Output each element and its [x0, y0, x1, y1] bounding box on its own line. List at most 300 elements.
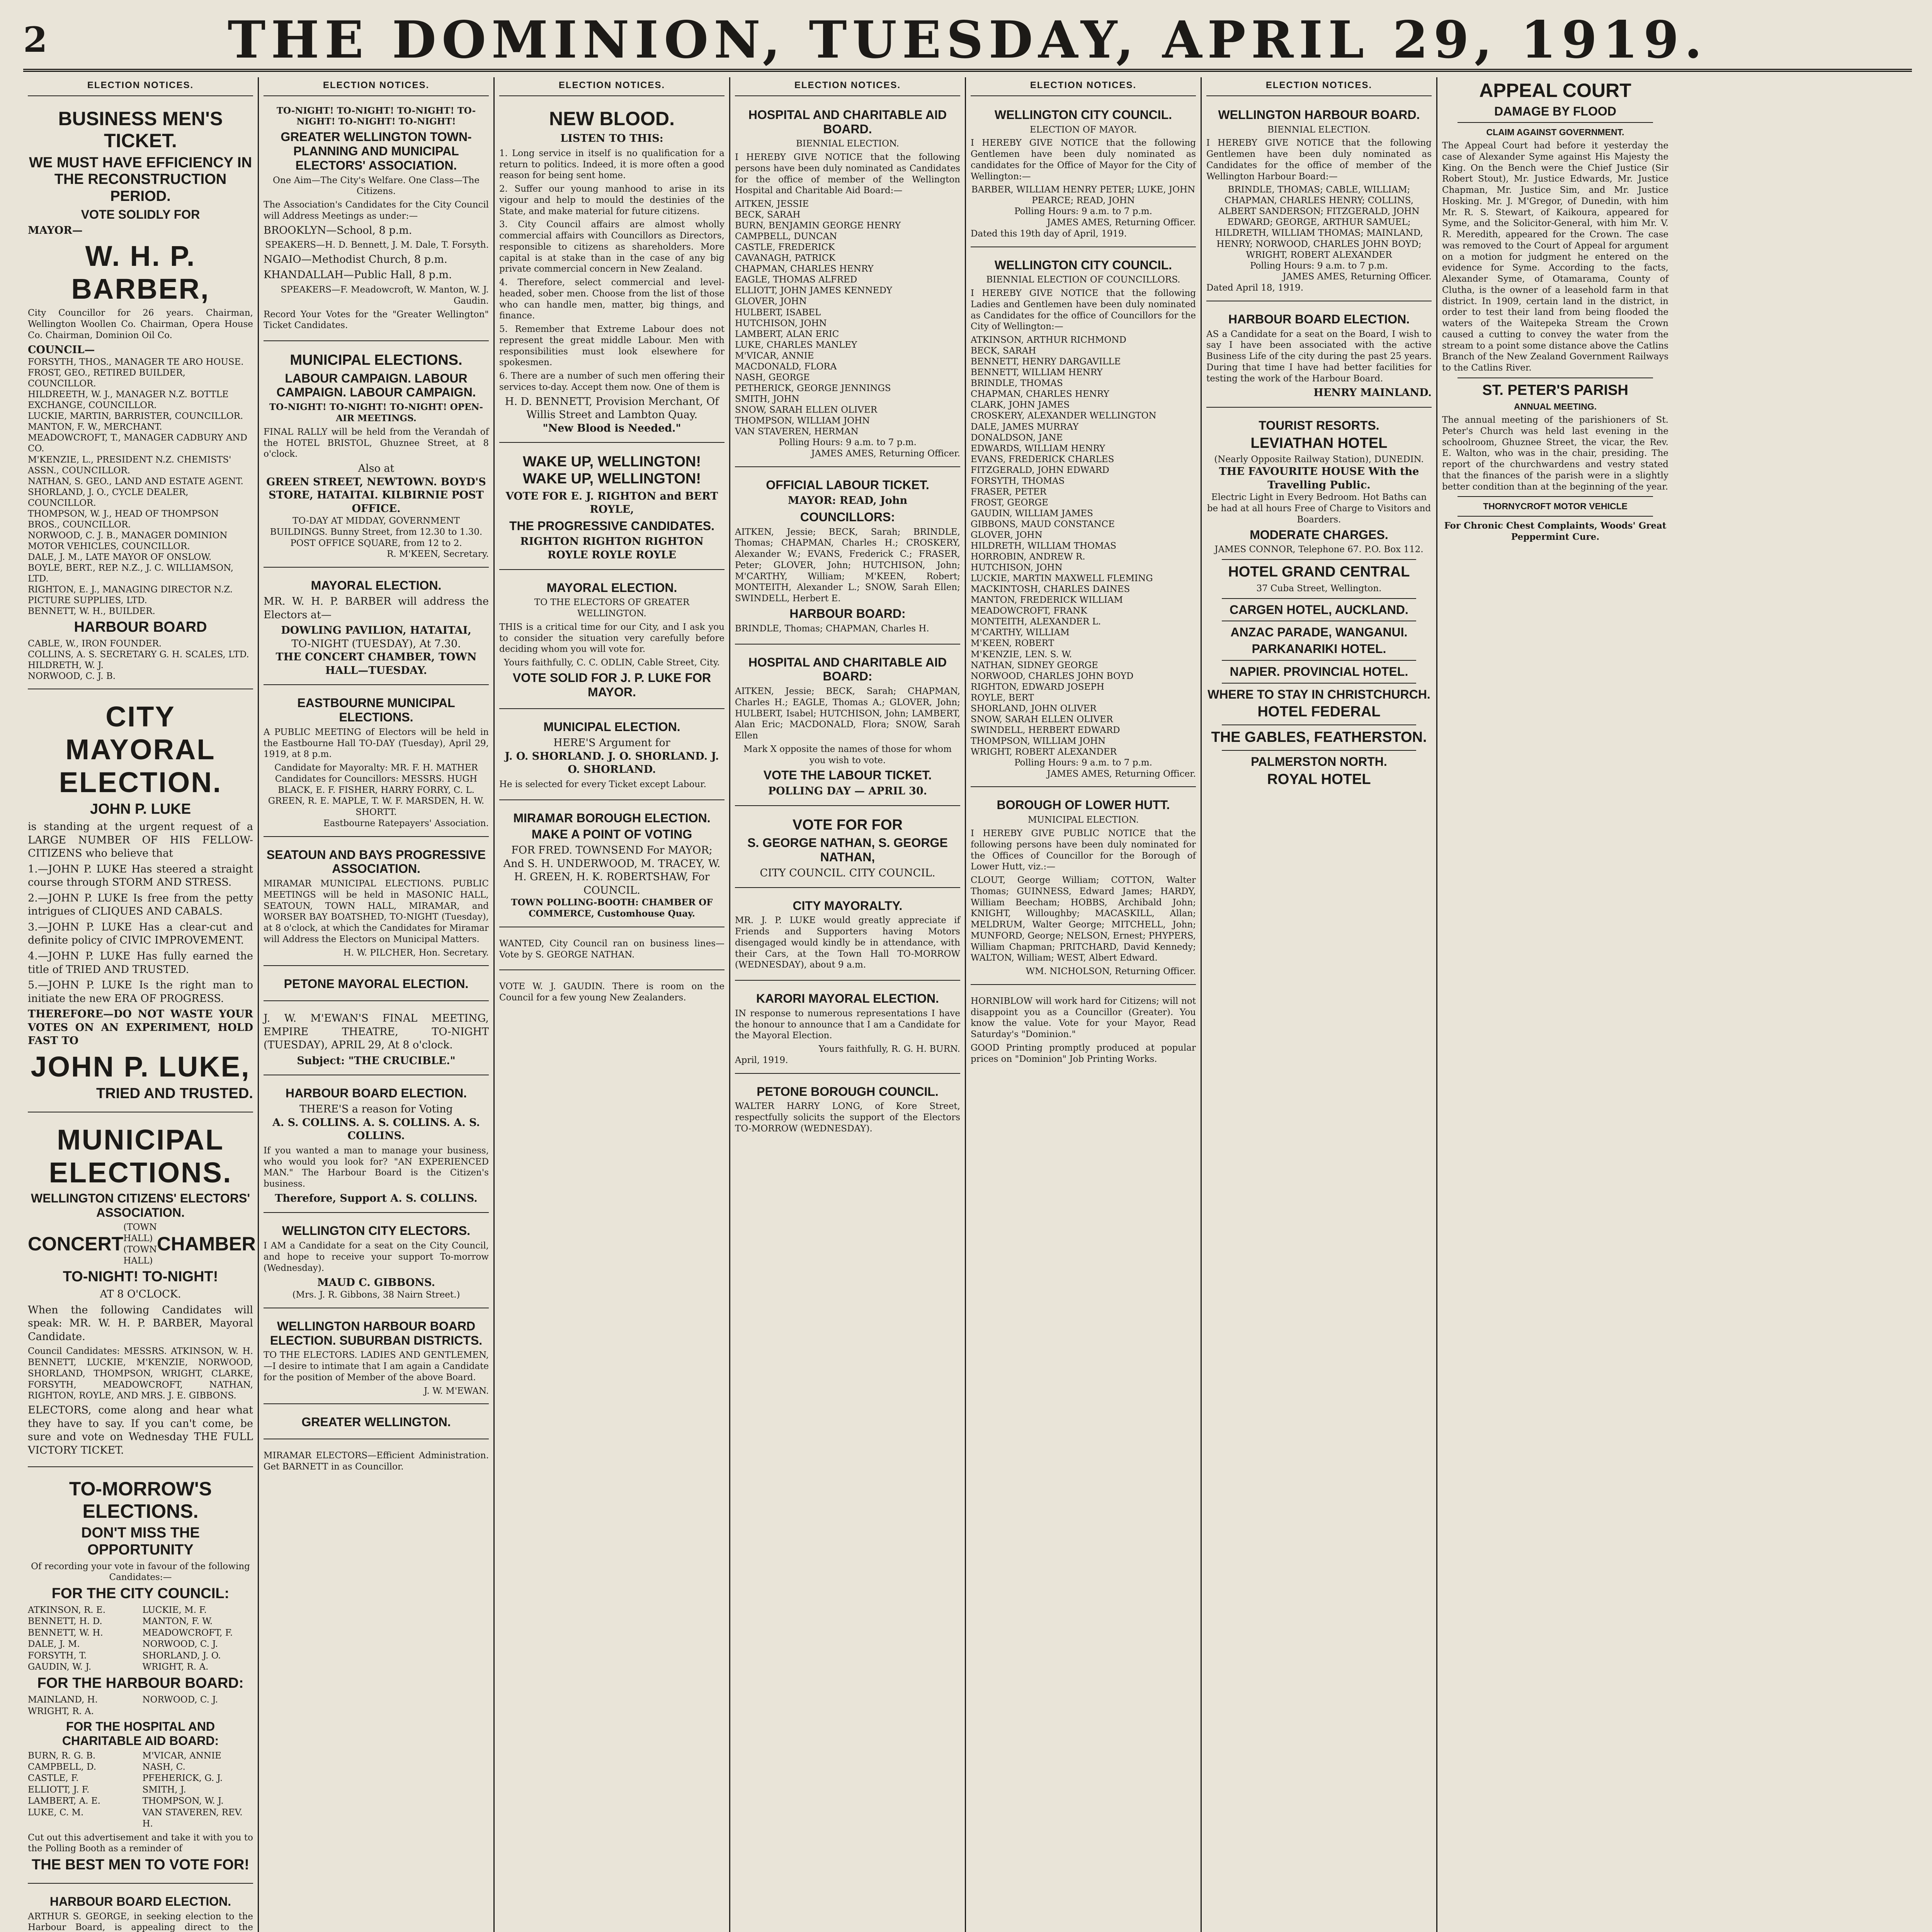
association-name: WELLINGTON CITIZENS' ELECTORS' ASSOCIATION. [31, 1191, 250, 1219]
signed: HENRY MAINLAND. [1313, 387, 1432, 399]
christchurch-title: WHERE TO STAY IN CHRISTCHURCH. [1208, 687, 1430, 701]
list-item: FROST, GEORGE [971, 497, 1048, 508]
notice-subtitle: MUNICIPAL ELECTION. [1027, 815, 1139, 825]
ad-title: NEW BLOOD. [549, 107, 675, 129]
mewan-ad [264, 1006, 489, 1075]
also: Also at [358, 463, 395, 475]
ad-title: TO-MORROW'S ELECTIONS. [69, 1478, 212, 1522]
list-item: SNOW, SARAH ELLEN OLIVER [735, 405, 878, 415]
ad-text: MIRAMAR ELECTORS—Efficient Administration. Get BARNETT in as Councillor. [264, 1451, 489, 1472]
labour-line: LABOUR CAMPAIGN. LABOUR CAMPAIGN. LABOUR CAMPAIGN. [276, 371, 476, 400]
ad-title: MUNICIPAL ELECTIONS. [49, 1123, 232, 1189]
leviathan-title: LEVIATHAN HOTEL [1250, 435, 1388, 451]
ad-title: HARBOUR BOARD ELECTION. [1228, 312, 1410, 326]
mayoralty-ad [735, 893, 960, 981]
names: A. S. COLLINS. A. S. COLLINS. A. S. COLLINS. [272, 1116, 480, 1142]
list-item: NORWOOD, C. J. B., MANAGER DOMINION MOTOR VEHICLES, COUNCILLOR. [28, 530, 228, 551]
list-item: DALE, JAMES MURRAY [971, 422, 1079, 432]
st-peters-text: The annual meeting of the parishioners of St. Peter's Church was held last evening in the schoolroom, Ghuznee Street, the vicar, the Rev. E. Walton, who was in the chair, presiding. The report of the churchwardens and vestry stated that the finances of the parish were in a slightly better condition than at the beginning of the year. [1442, 415, 1668, 492]
mayor-details: City Councillor for 26 years. Chairman, Wellington Woollen Co. Chairman, Opera House Co. Chairman, Dominion Oil Co. [28, 308, 253, 340]
ad-subtitle: DON'T MISS THE OPPORTUNITY [81, 1525, 200, 1558]
point-6: 6. There are a number of such men offering their services to-day. Accept them now. One of them is [499, 371, 724, 392]
signed: JAMES AMES, Returning Officer. [1047, 769, 1196, 779]
list-item: NORWOOD, CHARLES JOHN BOYD [971, 671, 1134, 681]
divider [1458, 516, 1653, 517]
subject: Subject: "THE CRUCIBLE." [297, 1054, 456, 1067]
divider [1222, 724, 1416, 725]
list-item: EAGLE, THOMAS ALFRED [735, 275, 857, 285]
harbour-collins-ad [264, 1080, 489, 1213]
list-item: MANTON, FREDERICK WILLIAM [971, 595, 1123, 605]
candidate-names: BRINDLE, THOMAS; CABLE, WILLIAM; CHAPMAN, CHARLES HENRY; COLLINS, ALBERT SANDERSON; FITZGERALD, JOHN EDWARD; GEORGE, ARTHUR SAMUEL; HILDRETH, WILLIAM THOMAS; MAINLAND, HENRY; NORWOOD, CHARLES JOHN BOYD; WRIGHT, ROBERT ALEXANDER [1215, 185, 1423, 260]
tonight-line: TO-NIGHT! TO-NIGHT! TO-NIGHT! OPEN-AIR MEETINGS. [269, 402, 483, 424]
ad-title: MAYORAL ELECTION. [546, 580, 677, 595]
section-title: TOURIST RESORTS. [1259, 418, 1379, 432]
tonight-line: TO-NIGHT! TO-NIGHT! TO-NIGHT! TO-NIGHT! TO-NIGHT! TO-NIGHT! [276, 105, 476, 127]
list-item: CABLE, W., IRON FOUNDER. [28, 638, 162, 649]
notice-title: WELLINGTON CITY COUNCIL. [994, 107, 1172, 122]
speakers: When the following Candidates will speak: MR. W. H. P. BARBER, Mayoral Candidate. [28, 1304, 253, 1343]
ad-text: IN response to numerous representations I have the honour to announce that I am a Candidate for the Mayoral Election. [735, 1008, 960, 1041]
list-item: RIGHTON, E. J., MANAGING DIRECTOR N.Z. PICTURE SUPPLIES, LTD. [28, 585, 233, 606]
list-item: VAN STAVEREN, HERMAN [735, 427, 859, 437]
column-header: ELECTION NOTICES. [1206, 77, 1432, 96]
list-item: HILDRETH, W. J. [28, 660, 104, 671]
list-item: FITZGERALD, JOHN EDWARD [971, 465, 1109, 475]
petone-ad [264, 971, 489, 1001]
list-item: GAUDIN, WILLIAM JAMES [971, 508, 1093, 519]
features: Electric Light in Every Bedroom. Hot Baths can be had at all hours Free of Charge to Visitors and Boarders. [1207, 492, 1431, 525]
list-item: MACKINTOSH, CHARLES DAINES [971, 584, 1130, 595]
list-item: EDWARDS, WILLIAM HENRY [971, 443, 1105, 454]
places: GREEN STREET, NEWTOWN. BOYD'S STORE, HATAITAI. KILBIRNIE POST OFFICE. [266, 476, 486, 515]
list-item: LUKE, CHARLES MANLEY [735, 340, 857, 350]
ad-text: I AM a Candidate for a seat on the City Council, and hope to receive your support To-morrow (Wednesday). [264, 1241, 489, 1273]
list-item: CHAPMAN, CHARLES HENRY [971, 389, 1109, 400]
ad-aim: One Aim—The City's Welfare. One Class—The Citizens. [273, 175, 480, 197]
ad-title: MAYORAL ELECTION. [311, 578, 442, 593]
list-item: BURN, R. G. B. [28, 1750, 96, 1761]
ad-text: ARTHUR S. GEORGE, in seeking election to the Harbour Board, is appealing direct to the [28, 1911, 253, 1932]
ad-title: PETONE MAYORAL ELECTION. [284, 977, 469, 991]
harbour-george-ad [28, 1888, 253, 1932]
harbour-label: HARBOUR BOARD [74, 619, 207, 636]
gibbons-ad [264, 1218, 489, 1308]
parkanariki-title: PARKANARIKI HOTEL. [1252, 642, 1386, 656]
mainland-ad [1206, 306, 1432, 408]
meeting-1: BROOKLYN—School, 8 p.m. [264, 224, 412, 236]
list-item: MEADOWCROFT, FRANK [971, 606, 1087, 616]
list-item: BECK, SARAH [971, 346, 1036, 356]
greater-wellington-ad [264, 102, 489, 341]
meeting-5: SPEAKERS—F. Meadowcroft, W. Manton, W. J. Gaudin. [281, 285, 489, 306]
anzac-title: ANZAC PARADE, WANGANUI. [1230, 625, 1408, 639]
ad-text: THERE'S a reason for Voting [299, 1103, 453, 1116]
ad-text: J. W. M'EWAN'S FINAL MEETING, EMPIRE THEATRE, TO-NIGHT (TUESDAY), APRIL 29, At 8 o'clock. [264, 1012, 489, 1051]
ad-title: CITY MAYORALTY. [793, 898, 903, 913]
list-item: MACDONALD, FLORA [735, 361, 837, 372]
list-item: BRINDLE, THOMAS [971, 378, 1063, 389]
notice-title: BOROUGH OF LOWER HUTT. [997, 798, 1170, 812]
repeat: RIGHTON RIGHTON RIGHTON ROYLE ROYLE ROYLE [520, 536, 704, 561]
column-4 [730, 77, 966, 1932]
best-men: THE BEST MEN TO VOTE FOR! [32, 1857, 249, 1873]
candidate-list [971, 335, 1196, 757]
list-item: BOYLE, BERT., REP. N.Z., J. C. WILLIAMSON, LTD. [28, 563, 234, 584]
meeting-time: AT 8 O'CLOCK. [100, 1288, 181, 1301]
list-item: HILDRETH, WILLIAM THOMAS [971, 541, 1116, 551]
list-item: BURN, BENJAMIN GEORGE HENRY [735, 221, 901, 231]
signed: H. W. PILCHER, Hon. Secretary. [343, 947, 489, 958]
list-item: COLLINS, A. S. SECRETARY G. H. SCALES, LTD. [28, 649, 249, 660]
notice-title: WELLINGTON HARBOUR BOARD. [1218, 107, 1420, 122]
signed: J. W. M'EWAN. [423, 1386, 489, 1396]
notice-subtitle: ELECTION OF MAYOR. [1029, 124, 1137, 135]
list-item: ATKINSON, R. E. [28, 1605, 106, 1615]
divider [1458, 496, 1653, 497]
newspaper-title: THE DOMINION, TUESDAY, APRIL 29, 1919. [228, 10, 1708, 70]
favourite: THE FAVOURITE HOUSE With the Travelling Public. [1219, 466, 1419, 491]
list-item: BENNETT, W. H., BUILDER. [28, 606, 155, 617]
list-item: ATKINSON, ARTHUR RICHMOND [971, 335, 1126, 345]
council-list [28, 357, 253, 617]
ad-title: WELLINGTON CITY ELECTORS. [282, 1224, 471, 1238]
list-item: FORSYTH, THOS., MANAGER TE ARO HOUSE. [28, 357, 244, 367]
list-item: SHORLAND, J. O. [142, 1650, 221, 1661]
list-item: FROST, GEO., RETIRED BUILDER, COUNCILLOR. [28, 368, 185, 389]
harbour-board-notice [1206, 102, 1432, 301]
ad-record: Record Your Votes for the "Greater Wellington" Ticket Candidates. [264, 309, 489, 331]
ad-title: HARBOUR BOARD ELECTION. [49, 1894, 231, 1908]
list-item: HUTCHISON, JOHN [971, 563, 1063, 573]
masthead [23, 11, 1912, 72]
ad-text: A PUBLIC MEETING of Electors will be held in the Eastbourne Hall TO-DAY (Tuesday), April 29, 1919, at 8 p.m. [264, 727, 489, 760]
support: Therefore, Support A. S. COLLINS. [275, 1192, 478, 1204]
list-item: HORROBIN, ANDREW R. [971, 552, 1085, 562]
ticket-title: OFFICIAL LABOUR TICKET. [766, 478, 929, 492]
list-item: CHAPMAN, CHARLES HENRY [735, 264, 874, 274]
gables-title: THE GABLES, FEATHERSTON. [1211, 729, 1427, 746]
list-item: CLARK, JOHN JAMES [971, 400, 1070, 410]
labour-ticket [735, 472, 960, 645]
list-item: THOMPSON, W. J., HEAD OF THOMPSON BROS., COUNCILLOR. [28, 509, 219, 530]
miramar-borough-ad [499, 805, 724, 927]
municipal-elections-ad [28, 1117, 256, 1468]
nathan-ad [735, 811, 960, 888]
gaudin-vote-ad [499, 975, 724, 1013]
divider [1222, 683, 1416, 684]
mayor-election-notice [971, 102, 1196, 247]
meeting-4: KHANDALLAH—Public Hall, 8 p.m. [264, 269, 452, 281]
signed: Yours faithfully, C. C. ODLIN, Cable Street, City. [504, 658, 720, 668]
rally: FINAL RALLY will be held from the Verandah of the HOTEL BRISTOL, Ghuznee Street, at 8 o'clock. [264, 427, 489, 459]
mayoral-odlin-ad [499, 575, 724, 709]
list-item: FRASER, PETER [971, 486, 1047, 497]
proprietor: JAMES CONNOR, Telephone 67. P.O. Box 112. [1214, 544, 1423, 555]
ad-text: WANTED, City Council ran on business lines—Vote by S. GEORGE NATHAN. [499, 938, 724, 960]
list-item: CAMPBELL, DUNCAN [735, 231, 837, 242]
ad-text: VOTE W. J. GAUDIN. There is room on the Council for a few young New Zealanders. [499, 981, 724, 1003]
list-item: LUCKIE, MARTIN, BARRISTER, COUNCILLOR. [28, 411, 243, 422]
ad-title: MUNICIPAL ELECTIONS. [290, 352, 463, 368]
palmerston-title: PALMERSTON NORTH. [1251, 754, 1387, 769]
list-item: BENNETT, HENRY DARGAVILLE [971, 357, 1121, 367]
harbour-head: FOR THE HARBOUR BOARD: [37, 1675, 244, 1692]
cargen-title: CARGEN HOTEL, AUCKLAND. [1230, 602, 1408, 617]
harbour-list [28, 638, 253, 682]
list-item: MEADOWCROFT, T., MANAGER CADBURY AND CO. [28, 433, 247, 454]
miramar-ad [264, 1444, 489, 1482]
list-item: DONALDSON, JANE [971, 432, 1063, 443]
barber-mayoral-ad [264, 572, 489, 685]
appeal-court-head: APPEAL COURT [1479, 80, 1631, 101]
mayoral-election-ad [28, 694, 253, 1112]
vote-for: FOR FRED. TOWNSEND For MAYOR; And S. H. UNDERWOOD, M. TRACEY, W. H. GREEN, H. K. ROBERTSHAW, For COUNCIL. [503, 844, 721, 896]
ad-text: MR. W. H. P. BARBER will address the Electors at— [264, 595, 489, 621]
booth: TOWN POLLING-BOOTH: CHAMBER OF COMMERCE, Customhouse Quay. [511, 897, 713, 919]
wake-up-ad [499, 447, 724, 570]
labour-campaign-ad [264, 346, 489, 568]
ad-title: PETONE BOROUGH COUNCIL. [757, 1084, 939, 1099]
list-item: EVANS, FREDERICK CHARLES [971, 454, 1114, 464]
peppermint-ad: For Chronic Chest Complaints, Woods' Great Peppermint Cure. [1444, 520, 1667, 542]
point-4: 4.—JOHN P. LUKE Has fully earned the title of TRIED AND TRUSTED. [28, 950, 253, 976]
ad-closing: ELECTORS, come along and hear what they have to say. If you can't come, be sure and vote on Wednesday THE FULL VICTORY TICKET. [28, 1404, 253, 1456]
time: TO-NIGHT (TUESDAY), At 7.30. [291, 638, 461, 650]
divider [1458, 122, 1653, 123]
vote-line: VOTE THE LABOUR TICKET. [763, 768, 932, 782]
list-item: SHORLAND, J. O., CYCLE DEALER, COUNCILLOR. [28, 487, 189, 508]
list-item: HULBERT, ISABEL [735, 307, 821, 318]
list-item: VAN STAVEREN, REV. H. [142, 1807, 243, 1829]
column-3 [495, 77, 730, 1932]
signed: JAMES AMES, Returning Officer. [1282, 272, 1432, 282]
notice-text: I HEREBY GIVE NOTICE that the following Gentlemen have been duly nominated as Candidates for the office of member of the Wellington Harbour Board:— [1206, 138, 1432, 182]
charges: MODERATE CHARGES. [1250, 527, 1388, 542]
point-5: 5. Remember that Extreme Labour does not represent the great middle Labour. Men with responsibilities must look elsewhere for spokesmen. [499, 324, 724, 368]
st-peters-sub: ANNUAL MEETING. [1514, 401, 1597, 412]
shorland-ad [499, 714, 724, 800]
list-item: CASTLE, F. [28, 1773, 79, 1784]
polling-hours: Polling Hours: 9 a.m. to 7 p.m. [779, 437, 917, 448]
notice-subtitle: BIENNIAL ELECTION. [796, 139, 899, 149]
listen: LISTEN TO THIS: [560, 133, 663, 145]
list-item: M'CARTHY, WILLIAM [971, 628, 1070, 638]
ad-text: THIS is a critical time for our City, and I ask you to consider the situation very carefully before deciding whom you will vote for. [499, 622, 724, 655]
list-item: LUCKIE, MARTIN MAXWELL FLEMING [971, 573, 1153, 584]
ad-text: WALTER HARRY LONG, of Kore Street, respectfully solicits the support of the Electors TO-MORROW (WEDNESDAY). [735, 1101, 960, 1134]
evening: POST OFFICE SQUARE, from 12 to 2. [290, 538, 462, 548]
divider [1222, 598, 1416, 599]
divider [1222, 750, 1416, 751]
page-columns [23, 77, 1912, 1932]
signed: JAMES AMES, Returning Officer. [811, 448, 960, 459]
date: Dated this 19th day of April, 1919. [971, 228, 1127, 239]
hospital-head: FOR THE HOSPITAL AND CHARITABLE AID BOARD: [62, 1719, 219, 1748]
closing-tagline: TRIED AND TRUSTED. [96, 1085, 253, 1102]
list-item: M'KEEN, ROBERT [971, 638, 1054, 649]
printing-ad: GOOD Printing promptly produced at popular prices on "Dominion" Job Printing Works. [971, 1043, 1196, 1064]
signed: R. M'KEEN, Secretary. [387, 549, 489, 560]
list-item: MANTON, F. W., MERCHANT. [28, 422, 162, 432]
point-1: 1.—JOHN P. LUKE Has steered a straight course through STORM AND STRESS. [28, 863, 253, 889]
list-item: THOMPSON, WILLIAM JOHN [971, 736, 1106, 746]
grand-sub: 37 Cuba Street, Wellington. [1256, 583, 1382, 594]
karori-ad [735, 985, 960, 1074]
date: Dated April 18, 1919. [1206, 283, 1304, 293]
names: AITKEN, Jessie; BECK, Sarah; CHAPMAN, Charles H.; EAGLE, Thomas A.; GLOVER, John; HULBERT, Isabel; HUTCHISON, John; LAMBERT, Alan Eric; MACDONALD, Flora; SNOW, Sarah Ellen [735, 686, 960, 741]
council: Candidates for Councillors: MESSRS. HUGH BLACK, E. F. FISHER, HARRY FORRY, C. L. GREEN, R. E. MAPLE, T. W. F. MARSDEN, H. W. SHORTT. [268, 774, 485, 818]
list-item: SMITH, JOHN [735, 394, 799, 404]
petone-council-ad [735, 1078, 960, 1144]
candidate-name: S. GEORGE NATHAN, S. GEORGE NATHAN, [747, 836, 948, 864]
point-3: 3. City Council affairs are almost wholly commercial affairs with Councillors as Directors, responsible to citizens as shareholders. More capital is at stake than in the case of any big private commercial concern in New Zealand. [499, 219, 724, 274]
list-item: SWINDELL, HERBERT EDWARD [971, 725, 1120, 735]
list-item: SNOW, SARAH ELLEN OLIVER [971, 714, 1113, 724]
harbour-head: HARBOUR BOARD: [789, 606, 906, 621]
hospital-list [28, 1750, 253, 1830]
point-5: 5.—JOHN P. LUKE Is the right man to initiate the new ERA OF PROGRESS. [28, 979, 253, 1005]
mayor-label: MAYOR— [28, 224, 83, 236]
council-label: COUNCIL— [28, 344, 95, 356]
place: DOWLING PAVILION, HATAITAI, [281, 624, 471, 637]
ad-text: MR. J. P. LUKE would greatly appreciate if Friends and Supporters having Motors disengaged would kindly be in attendance, with their Cars, at the Town Hall TO-MORROW (WEDNESDAY), about 9 a.m. [735, 915, 960, 970]
ad-title: SEATOUN AND BAYS PROGRESSIVE ASSOCIATION. [266, 847, 486, 876]
list-item: MAINLAND, H. [28, 1695, 98, 1705]
ad-slogan: WE MUST HAVE EFFICIENCY IN THE RECONSTRUCTION PERIOD. [29, 154, 252, 205]
wake-lines: WAKE UP, WELLINGTON! WAKE UP, WELLINGTON! [523, 454, 701, 487]
ad-title: MUNICIPAL ELECTION. [543, 720, 680, 734]
appeal-text: The Appeal Court had before it yesterday the case of Alexander Syme against His Majesty the King. On the Bench were the Chief Justice (Sir Robert Stout), Mr. Justice Edwards, Mr. Justice Chapman, Mr. Justice Sim, and Mr. Justice Hosking. Mr. J. M'Gregor, of Dunedin, with him Mr. R. S. Stewart, of Kaikoura, appeared for Syme, and the Solicitor-General, with him Mr. V. R. Meredith, appeared for the Crown. The case was removed to the Court of Appeal for argument on a motion for judgment he entered on the evidence for Syme. According to the facts, Alexander Syme, of Otamarama, County of Clutha, is the owner of a leasehold farm in that district. In 1909, certain land in the district, in order to test their land from being flooded the waters of the Waitepeka Stream the Crown caused a cutting to convey the water from the stream to a point some distance above the Catlins Branch of the New Zealand Government Railways to the Catlins River. [1442, 141, 1668, 373]
ad-text: AS a Candidate for a seat on the Board, I wish to say I have been associated with the active Business Life of the city during the past 25 years. During that time I have had better facilities for testing the work of the Harbour Board. [1206, 329, 1432, 384]
list-item: MONTEITH, ALEXANDER L. [971, 617, 1101, 627]
midday: TO-DAY AT MIDDAY, GOVERNMENT BUILDINGS. Bunny Street, from 12.30 to 1.30. [270, 516, 483, 537]
ad-title: WELLINGTON HARBOUR BOARD ELECTION. SUBURBAN DISTRICTS. [270, 1319, 483, 1347]
ad-title: EASTBOURNE MUNICIPAL ELECTIONS. [297, 696, 455, 724]
column-6 [1202, 77, 1437, 1932]
harbour-list [28, 1694, 253, 1717]
column-1 [23, 77, 259, 1932]
ticket-title: HOSPITAL AND CHARITABLE AID BOARD: [748, 655, 947, 684]
column-header: ELECTION NOTICES. [971, 77, 1196, 96]
list-item: FORSYTH, T. [28, 1650, 87, 1661]
grand-title: HOTEL GRAND CENTRAL [1228, 564, 1410, 580]
polling-day: POLLING DAY — APRIL 30. [768, 785, 927, 798]
names: J. O. SHORLAND. J. O. SHORLAND. J. O. SHORLAND. [505, 750, 719, 776]
page-number: 2 [23, 19, 48, 60]
business-ticket-ad [28, 102, 253, 689]
point-4: 4. Therefore, select commercial and level-headed, sober men. Choose from the list of those who can handle men, matter, big things, and finance. [499, 277, 724, 321]
signed: H. D. BENNETT, Provision Merchant, Of Willis Street and Lambton Quay. [505, 395, 719, 421]
list-item: LAMBERT, ALAN ERIC [735, 329, 839, 339]
list-item: WRIGHT, ROBERT ALEXANDER [971, 747, 1117, 757]
ad-title: HARBOUR BOARD ELECTION. [285, 1086, 467, 1100]
column-header: ELECTION NOTICES. [28, 77, 253, 96]
list-item: DALE, J. M., LATE MAYOR OF ONSLOW. [28, 552, 212, 562]
list-item: M'KENZIE, LEN. S. W. [971, 649, 1072, 660]
list-item: SMITH, J. [142, 1784, 186, 1795]
councillors-election-notice [971, 252, 1196, 787]
list-item: M'KENZIE, L., PRESIDENT N.Z. CHEMISTS' ASSN., COUNCILLOR. [28, 454, 231, 476]
list-item: NORWOOD, C. J. B. [28, 671, 116, 682]
ad-title: CITY MAYORAL ELECTION. [59, 701, 222, 799]
signed: Eastbourne Ratepayers' Association. [323, 818, 489, 828]
notice-text: I HEREBY GIVE NOTICE that the following persons have been duly nominated as Candidates for the office of member of the Wellington Hospital and Charitable Aid Board:— [735, 152, 960, 196]
notice-text: I HEREBY GIVE PUBLIC NOTICE that the following persons have been duly nominated for the Offices of Councillor for the Borough of Lower Hutt, viz.:— [971, 828, 1196, 872]
mayor: MAYOR: READ, John [787, 495, 908, 507]
st-peters-head: ST. PETER'S PARISH [1482, 382, 1628, 398]
needed: "New Blood is Needed." [543, 422, 681, 434]
city-council-head: FOR THE CITY COUNCIL: [51, 1585, 230, 1602]
list-item: NORWOOD, C. J. [142, 1695, 218, 1705]
list-item: MANTON, F. W. [142, 1616, 213, 1627]
lower-hutt-notice [971, 792, 1196, 985]
list-item: HUTCHISON, JOHN [735, 318, 827, 328]
list-item: THOMPSON, WILLIAM JOHN [735, 416, 870, 426]
list-item: HILDREETH, W. J., MANAGER N.Z. BOTTLE EXCHANGE, COUNCILLOR. [28, 389, 229, 411]
list-item: GIBBONS, MAUD CONSTANCE [971, 519, 1115, 529]
vote-line: VOTE FOR FOR [793, 816, 903, 833]
ad-intro: is standing at the urgent request of a LARGE NUMBER OF HIS FELLOW-CITIZENS who believe that [28, 821, 253, 860]
city-council-list [28, 1605, 253, 1673]
mayor: Candidate for Mayoralty: MR. F. H. MATHER [274, 763, 478, 773]
eastbourne-ad [264, 690, 489, 837]
new-blood-ad [499, 102, 724, 443]
point-1: 1. Long service in itself is no qualification for a return to politics. Indeed, it is more often a good reason for being sent home. [499, 148, 724, 181]
list-item: WRIGHT, R. A. [28, 1706, 94, 1716]
ad-text: HERE'S Argument for [553, 737, 670, 749]
hospital-board-notice [735, 102, 960, 467]
mayor-name: W. H. P. BARBER, [71, 240, 210, 305]
list-item: NASH, C. [142, 1762, 185, 1772]
list-item: PETHERICK, GEORGE JENNINGS [735, 383, 891, 393]
harbour: BRINDLE, Thomas; CHAPMAN, Charles H. [735, 623, 929, 634]
list-item: GLOVER, JOHN [735, 296, 807, 307]
council: CITY COUNCIL. CITY COUNCIL. [760, 867, 935, 879]
list-item: NATHAN, SIDNEY GEORGE [971, 660, 1098, 670]
list-item: NORWOOD, C. J. [142, 1639, 218, 1650]
list-item: GLOVER, JOHN [971, 530, 1043, 540]
ad-subtitle: TO THE ELECTORS OF GREATER WELLINGTON. [534, 597, 690, 619]
list-item: DALE, J. M. [28, 1639, 80, 1650]
notice-text: I HEREBY GIVE NOTICE that the following Gentlemen have been duly nominated as candidates for the Office of Mayor for the City of Wellington:— [971, 138, 1196, 182]
polling-hours: Polling Hours: 9 a.m. to 7 p.m. [1250, 260, 1388, 271]
notice-title: HOSPITAL AND CHARITABLE AID BOARD. [748, 107, 947, 136]
divider [1222, 559, 1416, 560]
ad-title: BUSINESS MEN'S TICKET. [58, 107, 223, 152]
list-item: ELLIOTT, J. F. [28, 1784, 90, 1795]
point-3: 3.—JOHN P. LUKE Has a clear-cut and definite policy of CIVIC IMPROVEMENT. [28, 921, 253, 947]
leviathan-sub: (Nearly Opposite Railway Station), DUNEDIN. [1214, 454, 1424, 465]
point-2: 2. Suffer our young manhood to arise in its vigour and help to mould the destinies of the State, and make material for future citizens. [499, 184, 724, 216]
names: CLOUT, George William; COTTON, Walter Thomas; GUINNESS, Edward James; HARDY, William Beecham; HOBBS, Archibald John; KNIGHT, Willoughby; MACASKILL, Allan; MELDRUM, Walter George; MITCHELL, John; MUNFORD, George; NELSON, Ernest; PHYPERS, William Chapman; PRITCHARD, David Kennedy; WALTON, William; WEST, Albert Edward. [971, 875, 1196, 963]
list-item: LAMBERT, A. E. [28, 1796, 100, 1806]
ad-title: GREATER WELLINGTON. [301, 1415, 451, 1429]
signed: WM. NICHOLSON, Returning Officer. [1026, 966, 1196, 977]
vote-line: VOTE FOR E. J. RIGHTON and BERT ROYLE, [505, 490, 718, 516]
column-header: ELECTION NOTICES. [735, 77, 960, 96]
notice-subtitle: BIENNIAL ELECTION OF COUNCILLORS. [986, 275, 1180, 285]
ad-title: MIRAMAR BOROUGH ELECTION. [513, 811, 711, 825]
cut-note: Cut out this advertisement and take it with you to the Polling Booth as a reminder of [28, 1832, 253, 1854]
list-item: AITKEN, JESSIE [735, 199, 809, 209]
list-item: CAVANAGH, PATRICK [735, 253, 835, 264]
column-5 [966, 77, 1202, 1932]
candidate-list [735, 199, 960, 437]
councillors-head: COUNCILLORS: [800, 510, 895, 524]
para: If you wanted a man to manage your business, who would you look for? "AN EXPERIENCED MAN." The Harbour Board is the Citizen's business. [264, 1145, 489, 1189]
list-item: LUKE, C. M. [28, 1807, 84, 1818]
